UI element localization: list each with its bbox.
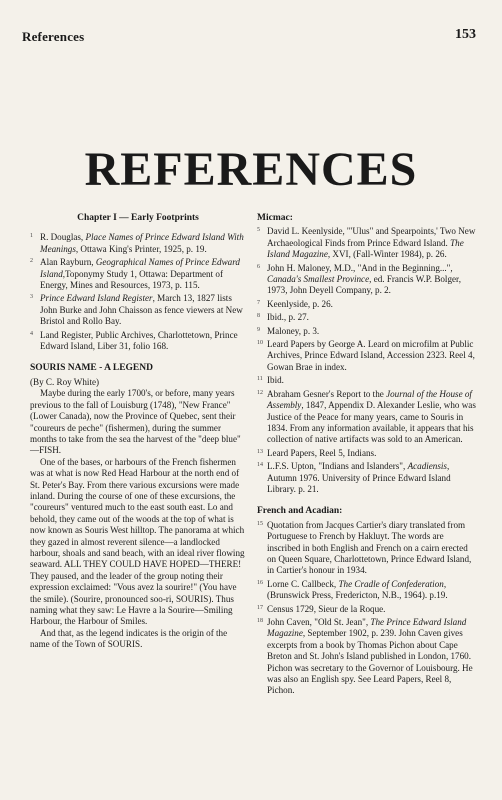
footnote-text: Land Register, Public Archives, Charlottetown, Prince Edward Island, Liber 31, folio 168. — [40, 329, 238, 352]
legend-paragraph: Maybe during the early 1700's, or before, many years previous to the fall of Louisburg (1748), "New France" (Lower Canada), now the Province of Quebec, sent their "coureurs de peche" (fishermen), during the summer months to take from the sea the harvest of the "deep blue" —FISH. — [30, 388, 241, 456]
footnote — [257, 617, 478, 697]
footnote-title: Place Names of Prince Edward Island With Meanings — [40, 232, 244, 254]
footnote-title: The Cradle of Confederation — [338, 578, 444, 589]
footnote-number: 4 — [30, 330, 33, 337]
footnote-number: 11 — [257, 376, 263, 383]
footnote-text: Leard Papers by George A. Leard on microfilm at Public Archives, Prince Edward Island, Accession 2323. Reel 4, Gowan Brae in index. — [267, 339, 475, 372]
micmac-notes — [257, 226, 478, 495]
footnote-text: , ed. Francis W.P. Bolger, 1973, John Deyell Company, p. 2. — [267, 274, 461, 296]
footnote — [257, 520, 478, 577]
footnote-number: 3 — [30, 294, 33, 301]
footnote — [257, 226, 478, 260]
legend-heading: SOURIS NAME - A LEGEND — [30, 363, 153, 374]
footnote — [257, 389, 478, 446]
footnote — [257, 326, 478, 337]
legend-paragraph: And that, as the legend indicates is the origin of the name of the Town of SOURIS. — [30, 627, 228, 650]
footnote-text: Ibid., p. 27. — [267, 312, 309, 323]
footnote — [257, 604, 478, 615]
footnote-title: Geographical Names of Prince Edward Island — [40, 257, 240, 279]
footnote — [30, 330, 246, 353]
french-notes — [257, 520, 478, 697]
footnote-title: Acadiensis — [407, 461, 447, 472]
footnote — [257, 312, 478, 323]
footnote-text: Ibid. — [267, 375, 284, 386]
footnote-number: 17 — [257, 604, 263, 611]
footnote-title: The Island Magazine — [267, 237, 464, 260]
footnote — [257, 375, 478, 386]
chapter1-notes — [30, 232, 246, 352]
footnote — [257, 299, 478, 310]
legend-paragraph: One of the bases, or harbours of the French fishermen was at what is now Red Head Harbour at the north end of St. Peter's Bay. From there various excursions were made inland. During the course of one of these excursions, the "coureurs" ventured much to the east south east. Lo and behold, they came out of the woods at the top of what is now known as Souris West hilltop. The panorama at which they gazed in almost reverent silence—a landlocked harbour, shoals and sand beach, with an ideal river flowing seaward. ALL THEY COULD HAVE HOPED—THERE! They paused, and the leader of the group noting their expression exclaimed: "Vous avez la sourire!" (You have the smile). (Sourire, pronounced soo-ri, SOURIS). Thus naming what they saw: Le Havre a la Sourire—Smiling Harbour, the Harbour of Smiles. — [30, 456, 245, 627]
footnote-number: 18 — [257, 618, 263, 624]
footnote-title: Canada's Smallest Province — [267, 274, 370, 285]
footnote-text: , Autumn 1976. University of Prince Edward Island Library. p. 21. — [267, 461, 451, 494]
footnote-number: 6 — [257, 263, 260, 270]
legend-body — [30, 388, 246, 650]
footnote-number: 1 — [30, 233, 33, 240]
footnote-text: John H. Maloney, M.D., "And in the Beginning...", — [267, 262, 453, 273]
footnote-number: 2 — [30, 258, 33, 265]
micmac-heading: Micmac: — [257, 213, 293, 223]
footnote — [30, 232, 246, 255]
french-heading: French and Acadian: — [257, 506, 343, 517]
footnote-text: , (Brunswick Press, Fredericton, N.B., 1964). p.19. — [267, 578, 448, 601]
footnote-title: Journal of the House of Assembly — [267, 388, 472, 411]
footnote-text: Lorne C. Callbeck, — [267, 578, 339, 589]
footnote-text: ,Toponymy Study 1, Ottawa: Department of Energy, Mines and Resources, 1973, p. 115. — [40, 268, 223, 291]
footnote-number: 7 — [257, 299, 260, 306]
footnote-number: 16 — [257, 579, 263, 586]
footnote — [257, 448, 478, 459]
chapter-heading: Chapter I — Early Footprints — [77, 213, 199, 223]
footnote-number: 12 — [257, 389, 263, 396]
footnote-text: Leard Papers, Reel 5, Indians. — [267, 447, 377, 458]
footnote — [257, 263, 478, 297]
running-head: References — [22, 29, 85, 44]
right-column — [257, 213, 478, 699]
footnote-text: Quotation from Jacques Cartier's diary translated from Portuguese to French by Hakluyt. The words are inscribed in both English and French on a cairn erected on Queen Square, Charlottetown, Prince Edward Island, in Cartier's honour in 1934. — [267, 519, 472, 576]
footnote-text: , March 13, 1827 lists John Burke and John Chaisson as fence viewers at New Bristol and Rollo Bay. — [40, 293, 243, 327]
footnote-text: R. Douglas, — [40, 232, 86, 243]
footnote-text: Keenlyside, p. 26. — [267, 298, 333, 309]
footnote-number: 5 — [257, 227, 260, 234]
footnote-text: Abraham Gesner's Report to the — [267, 388, 387, 399]
footnote-text: , XVI, (Fall-Winter 1984), p. 26. — [327, 249, 447, 260]
footnote-number: 10 — [257, 340, 263, 347]
footnote — [30, 293, 246, 327]
page-number: 153 — [455, 27, 476, 42]
footnote — [257, 461, 478, 495]
footnote-text: , September 1902, p. 239. John Caven gives excerpts from a book by Thomas Pichon about Cape Breton and St. John's Island published in London, 1760. Pichon was secretary to the Governor of Louisbourg. He was also an English spy. See Leard Papers, Reel 8, Pichon. — [267, 628, 473, 696]
legend-byline: (By C. Roy White) — [30, 376, 100, 387]
footnote-number: 14 — [257, 462, 263, 469]
footnote-number: 8 — [257, 313, 260, 320]
left-column — [30, 213, 246, 651]
footnote-text: David L. Keenlyside, '"Ulus" and Spearpoints,' Two New Archaeological Finds from Prince Edward Island. — [267, 226, 476, 248]
footnote-text: Maloney, p. 3. — [267, 325, 320, 336]
footnote — [257, 579, 478, 602]
page-title: REFERENCES — [84, 143, 418, 196]
footnote — [257, 339, 478, 373]
footnote-text: Alan Rayburn, — [40, 257, 96, 268]
footnote-text: , 1847, Appendix D. Alexander Leslie, who was Justice of the Peace for many years, came to Souris in 1834. From any information available, it appears that his collection of native artifacts was sold to an American. — [267, 400, 476, 445]
footnote-text: John Caven, "Old St. Jean", — [267, 617, 371, 627]
footnote-number: 15 — [257, 520, 263, 527]
footnote-title: The Prince Edward Island Magazine — [267, 617, 467, 639]
footnote — [30, 257, 246, 291]
footnote-text: L.F.S. Upton, "Indians and Islanders", — [267, 461, 408, 472]
footnote-text: , Ottawa King's Printer, 1925, p. 19. — [75, 243, 207, 254]
footnote-title: Prince Edward Island Register — [40, 293, 153, 304]
footnote-text: Census 1729, Sieur de la Roque. — [267, 603, 386, 614]
footnote-number: 9 — [257, 326, 260, 333]
footnote-number: 13 — [257, 448, 263, 455]
